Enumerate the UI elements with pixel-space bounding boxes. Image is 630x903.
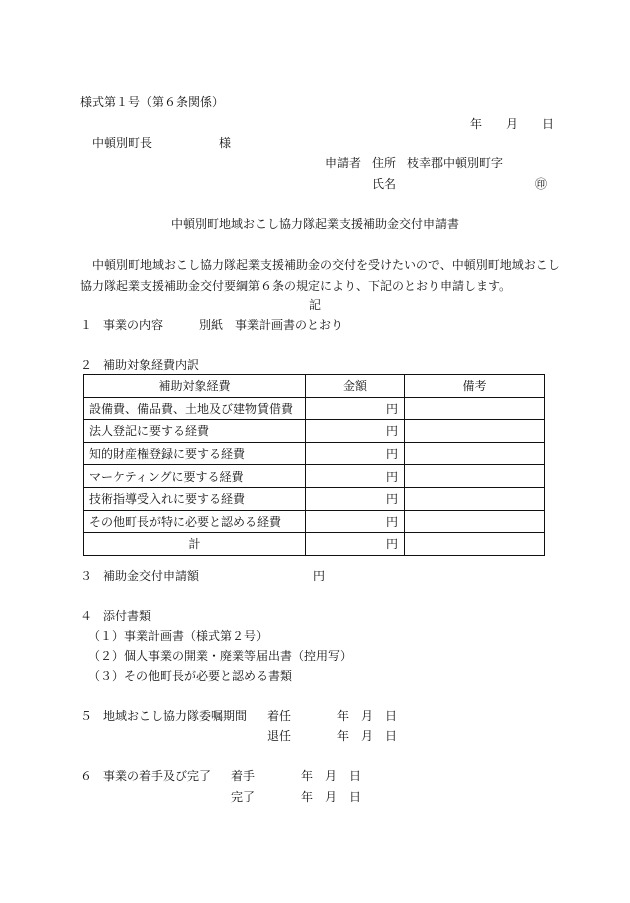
section1-label: 事業の内容 — [103, 318, 164, 332]
name-label: 氏名 — [372, 177, 397, 191]
business-complete-label: 完了 — [231, 790, 256, 804]
address-label: 住所 — [372, 156, 397, 170]
section6-label: 事業の着手及び完了 — [103, 769, 212, 783]
expense-item: 知的財産権登録に要する経費 — [84, 442, 306, 465]
header-amount: 金額 — [306, 375, 405, 398]
expense-item: 法人登記に要する経費 — [84, 420, 306, 443]
body-line-2: 協力隊起業支援補助金交付要綱第６条の規定により、下記のとおり申請します。 — [80, 279, 512, 293]
expense-item: 技術指導受入れに要する経費 — [84, 487, 306, 510]
table-row — [84, 420, 545, 443]
expense-remarks — [405, 420, 545, 443]
table-row — [84, 510, 545, 533]
attachment-number: （２） — [88, 649, 125, 663]
header-remarks: 備考 — [405, 375, 545, 398]
section6-number: ６ — [80, 769, 93, 783]
table-header-row — [84, 375, 545, 398]
section1-number: １ — [80, 318, 93, 332]
expense-amount: 円 — [306, 510, 405, 533]
expense-remarks — [405, 510, 545, 533]
section5-label: 地域おこし協力隊委嘱期間 — [103, 709, 248, 723]
expense-amount: 円 — [306, 442, 405, 465]
appointment-start-label: 着任 — [267, 709, 292, 723]
expense-amount: 円 — [306, 487, 405, 510]
table-row — [84, 465, 545, 488]
expense-table — [83, 374, 545, 556]
table-row — [84, 442, 545, 465]
attachment-text: その他町長が必要と認める書類 — [124, 669, 293, 683]
applicant-role: 申請者 — [325, 156, 362, 170]
section5-number: ５ — [80, 709, 93, 723]
address-value: 枝幸郡中頓別町字 — [407, 156, 504, 170]
business-start-label: 着手 — [231, 769, 256, 783]
body-line-1: 中頓別町地域おこし協力隊起業支援補助金の交付を受けたいので、中頓別町地域おこし — [80, 258, 560, 272]
expense-remarks — [405, 487, 545, 510]
attachment-text: 事業計画書（様式第２号） — [124, 629, 269, 643]
section1-value: 別紙 事業計画書のとおり — [199, 318, 344, 332]
document-title: 中頓別町地域おこし協力隊起業支援補助金交付申請書 — [170, 217, 459, 231]
appointment-start-date: 年 月 日 — [337, 709, 398, 723]
business-start-date: 年 月 日 — [301, 769, 362, 783]
total-remarks — [405, 533, 545, 556]
section4-number: ４ — [80, 609, 93, 623]
expense-amount: 円 — [306, 465, 405, 488]
table-total-row — [84, 533, 545, 556]
expense-remarks — [405, 397, 545, 420]
appointment-end-label: 退任 — [267, 729, 292, 743]
form-label: 様式第１号（第６条関係） — [80, 95, 225, 109]
section3-label: 補助金交付申請額 — [103, 569, 200, 583]
header-expense-item: 補助対象経費 — [84, 375, 306, 398]
addressee-name: 中頓別町長 — [92, 136, 153, 150]
attachment-number: （１） — [88, 629, 125, 643]
attachment-number: （３） — [88, 669, 125, 683]
section4-label: 添付書類 — [103, 609, 152, 623]
appointment-end-date: 年 月 日 — [337, 729, 398, 743]
expense-amount: 円 — [306, 397, 405, 420]
expense-item: マーケティングに要する経費 — [84, 465, 306, 488]
business-complete-date: 年 月 日 — [301, 790, 362, 804]
expense-item: その他町長が特に必要と認める経費 — [84, 510, 306, 533]
section2-label: 補助対象経費内訳 — [103, 358, 200, 372]
expense-remarks — [405, 442, 545, 465]
total-amount: 円 — [306, 533, 405, 556]
addressee-honorific: 様 — [219, 136, 232, 150]
total-label: 計 — [84, 533, 306, 556]
seal-mark: ㊞ — [535, 177, 548, 191]
section3-number: ３ — [80, 569, 93, 583]
ki-heading: 記 — [309, 298, 322, 312]
date-line: 年 月 日 — [470, 117, 555, 131]
section3-unit: 円 — [313, 569, 326, 583]
expense-item: 設備費、備品費、土地及び建物賃借費 — [84, 397, 306, 420]
expense-remarks — [405, 465, 545, 488]
table-row — [84, 397, 545, 420]
attachment-text: 個人事業の開業・廃業等届出書（控用写） — [124, 649, 353, 663]
expense-amount: 円 — [306, 420, 405, 443]
table-row — [84, 487, 545, 510]
section2-number: ２ — [80, 358, 93, 372]
